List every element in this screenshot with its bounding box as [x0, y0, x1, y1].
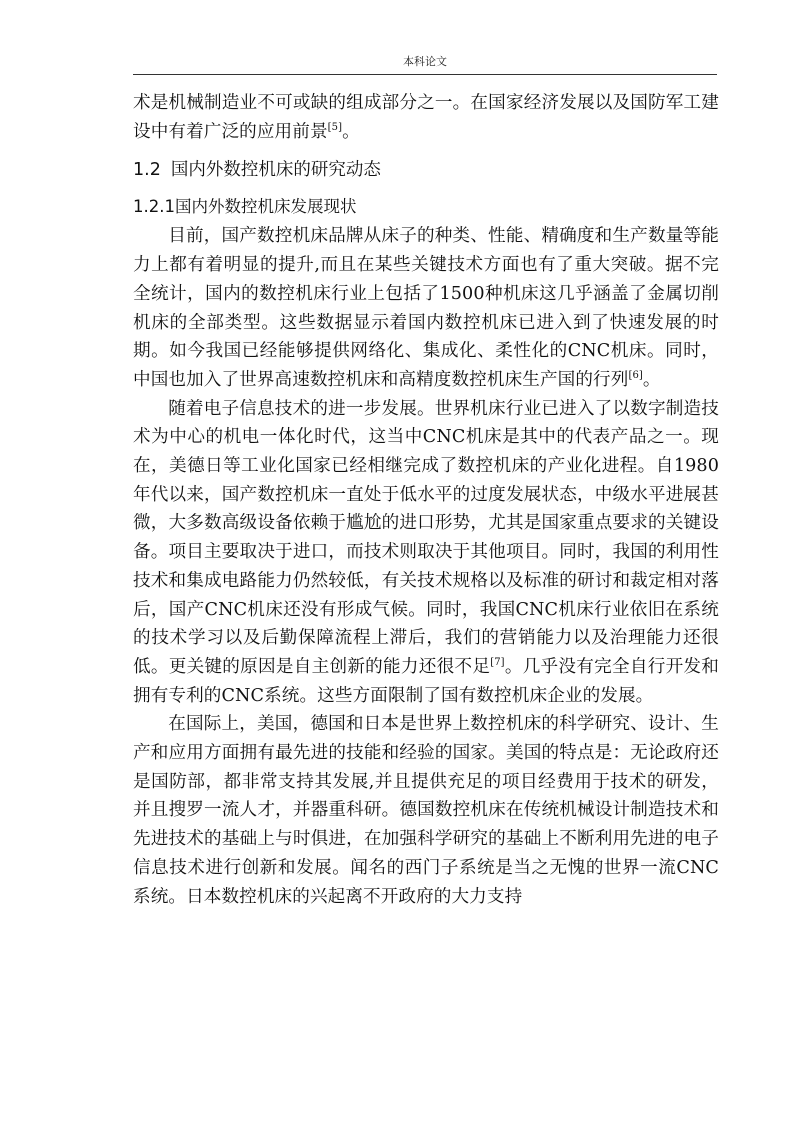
paragraph-text: 在国际上，美国，德国和日本是世界上数控机床的科学研究、设计、生产和应用方面拥有最先进的技能和经验的国家。美国的特点是：无论政府还是国防部，都非常支持其发展,并且提供充足的项目经费用于技术的研发，并且搜罗一流人才，并器重科研。德国数控机床在传统机械设计制造技术和先进技术的基础上与时俱进，在加强科学研究的基础上不断利用先进的电子信息技术进行创新和发展。闻名的西门子系统是当之无愧的世界一流CNC系统。日本数控机床的兴起离不开政府的大力支持	[133, 714, 719, 907]
paragraph-tail: 。	[642, 369, 661, 390]
page-content	[133, 89, 719, 911]
paragraph-continued	[133, 89, 719, 146]
paragraph-text: 术是机械制造业不可或缺的组成部分之一。在国家经济发展以及国防军工建设中有着广泛的应用前景	[133, 93, 719, 142]
paragraph-tail: 。几乎没有完全自行开发和拥有专利的CNC系统。这些方面限制了国有数控机床企业的发展。	[133, 656, 719, 706]
section-heading	[133, 154, 719, 186]
subsection-title: 国内外数控机床发展现状	[174, 197, 357, 217]
paragraph	[133, 222, 719, 394]
header-title: 本科论文	[403, 55, 447, 68]
page-header	[133, 50, 717, 75]
section-number: 1.2	[133, 160, 161, 181]
paragraph-text: 随着电子信息技术的进一步发展。世界机床行业已进入了以数字制造技术为中心的机电一体化时代，这当中CNC机床是其中的代表产品之一。现在，美德日等工业化国家已经相继完成了数控机床的产业化进程。自1980年代以来，国产数控机床一直处于低水平的过度发展状态，中级水平进展甚微，大多数高级设备依赖于尴尬的进口形势，尤其是国家重点要求的关键设备。项目主要取决于进口，而技术则取决于其他项目。同时，我国的利用性技术和集成电路能力仍然较低，有关技术规格以及标准的研讨和裁定相对落后，国产CNC机床还没有形成气候。同时，我国CNC机床行业依旧在系统的技术学习以及后勤保障流程上滞后，我们的营销能力以及治理能力还很低。更关键的原因是自主创新的能力还很不足	[133, 398, 719, 677]
subsection-heading	[133, 192, 719, 222]
citation-ref: [7]	[490, 657, 505, 669]
paragraph	[133, 710, 719, 911]
section-title: 国内外数控机床的研究动态	[170, 160, 381, 181]
paragraph-text: 目前，国产数控机床品牌从床子的种类、性能、精确度和生产数量等能力上都有着明显的提升,而且在某些关键技术方面也有了重大突破。据不完全统计，国内的数控机床行业上包括了1500种机床这几乎涵盖了金属切削机床的全部类型。这些数据显示着国内数控机床已进入到了快速发展的时期。如今我国已经能够提供网络化、集成化、柔性化的CNC机床。同时，中国也加入了世界高速数控机床和高精度数控机床生产国的行列	[133, 226, 719, 390]
citation-ref: [5]	[327, 121, 343, 133]
subsection-number: 1.2.1	[133, 197, 175, 217]
citation-ref: [6]	[628, 370, 643, 382]
paragraph-tail: 。	[342, 121, 360, 142]
paragraph	[133, 395, 719, 711]
